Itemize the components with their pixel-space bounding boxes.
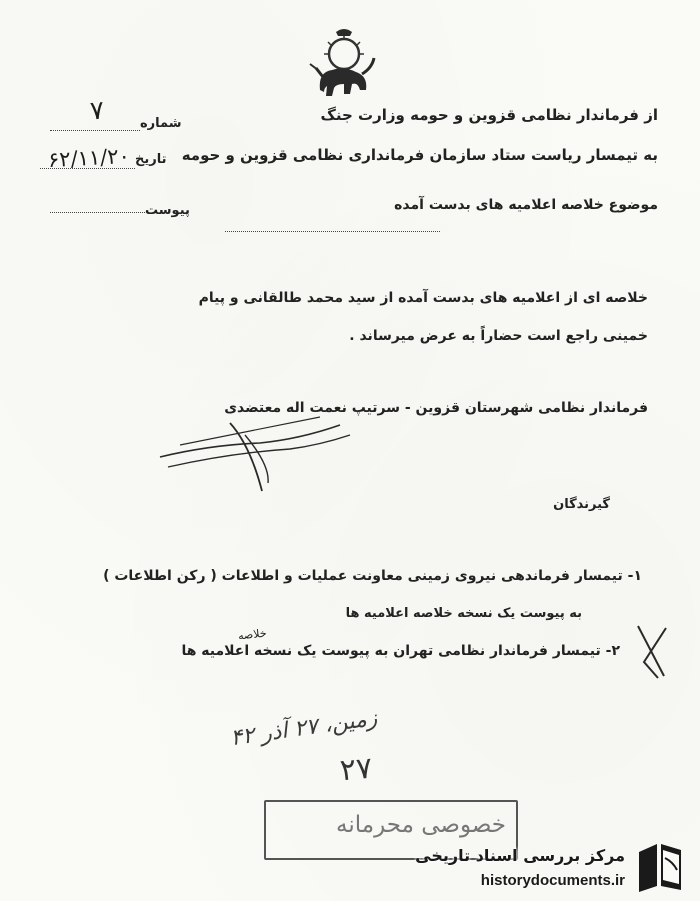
handwritten-insertion: خلاصه (237, 626, 268, 643)
recipient-1: ۱- تیمسار فرماندهی نیروی زمینی معاونت عملیات و اطلاعات ( رکن اطلاعات ) (103, 568, 642, 584)
lion-and-sun-emblem (300, 28, 380, 106)
recipient-2: ۲- تیمسار فرماندار نظامی تهران به پیوست یک نسخه اعلامیه ها (181, 643, 620, 659)
watermark-logo-icon (633, 840, 687, 894)
check-mark (632, 622, 672, 680)
handwritten-note: زمین، ۲۷ آذر ۴۲ (228, 705, 379, 752)
subject-line: موضوع خلاصه اعلامیه های بدست آمده (394, 197, 658, 213)
signer-name: فرماندار نظامی شهرستان قزوین - سرتیپ نعمت اله معتضدی (224, 400, 648, 416)
issuer-line: از فرماندار نظامی قزوین و حومه وزارت جنگ (320, 106, 658, 124)
body-line-2: خمینی راجع است حضاراً به عرض میرساند . (349, 328, 648, 344)
body-line-1: خلاصه ای از اعلامیه های بدست آمده از سید محمد طالقانی و پیام (198, 290, 648, 306)
date-value: ۶۲/۱۱/۲۰ (47, 143, 131, 173)
handwritten-signature (150, 405, 360, 495)
attachment-dotted-line (50, 200, 145, 213)
subject-underline (225, 219, 440, 232)
handwritten-number: ۲۷ (338, 750, 374, 789)
number-value: ۷ (88, 95, 105, 127)
number-label: شماره (140, 116, 182, 131)
watermark (415, 836, 695, 896)
attachment-label: پیوست (145, 203, 190, 218)
watermark-url: historydocuments.ir (480, 872, 625, 889)
date-label: تاریخ (135, 152, 167, 167)
recipient-1-attachment: به پیوست یک نسخه خلاصه اعلامیه ها (345, 606, 582, 621)
recipients-heading: گیرندگان (553, 497, 610, 512)
recipient-line: به تیمسار ریاست ستاد سازمان فرمانداری نظامی قزوین و حومه (181, 146, 658, 164)
stamp-text: خصوصی محرمانه (336, 812, 506, 838)
watermark-org: مرکز بررسی اسناد تاریخی (415, 846, 625, 865)
